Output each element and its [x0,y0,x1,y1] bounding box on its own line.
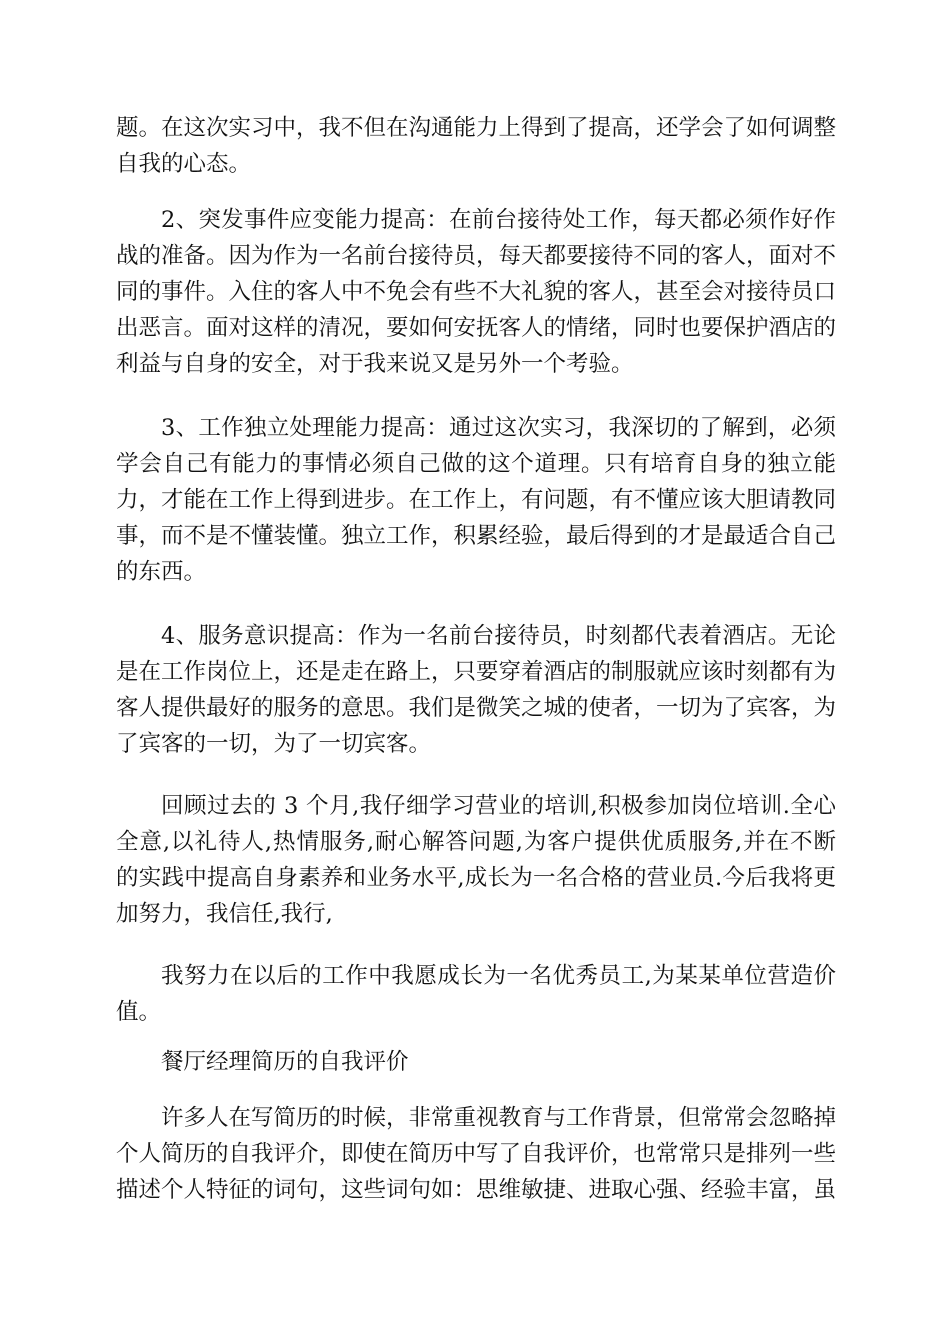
text-line: 是在工作岗位上，还是走在路上，只要穿着酒店的制服就应该时刻都有为 [116,659,836,685]
text-line: 我努力在以后的工作中我愿成长为一名优秀员工,为某某单位营造价 [161,963,836,989]
text-line: 的实践中提高自身素养和业务水平,成长为一名合格的营业员.今后我将更 [116,865,836,891]
text-line: 个人简历的自我评介，即使在简历中写了自我评价，也常常只是排列一些 [116,1141,836,1167]
text-line: 出恶言。面对这样的清况，要如何安抚客人的情绪，同时也要保护酒店的 [116,315,836,341]
paragraph-aspiration [116,958,836,1030]
paragraph-continuation [116,110,836,182]
text-line: 客人提供最好的服务的意思。我们是微笑之城的使者，一切为了宾客，为 [116,695,836,721]
text-line: 学会自己有能力的事情必须自己做的这个道理。只有培育自身的独立能 [116,451,836,477]
text-line: 力，才能在工作上得到进步。在工作上，有问题，有不懂应该大胆请教同 [116,487,836,513]
text-line: 3、工作独立处理能力提高：通过这次实习，我深切的了解到，必须 [161,415,836,441]
text-line: 描述个人特征的词句，这些词句如：思维敏捷、进取心强、经验丰富，虽 [116,1177,836,1203]
text-line: 了宾客的一切，为了一切宾客。 [116,731,432,757]
paragraph-independent-work [116,410,836,590]
text-line: 回顾过去的 3 个月,我仔细学习营业的培训,积极参加岗位培训.全心 [161,793,836,819]
text-line: 的东西。 [116,559,207,585]
text-line: 全意,以礼待人,热情服务,耐心解答问题,为客户提供优质服务,并在不断 [116,829,836,855]
text-line: 事，而不是不懂装懂。独立工作，积累经验，最后得到的才是最适合自己 [116,523,836,549]
paragraph-review [116,788,836,932]
text-line: 题。在这次实习中，我不但在沟通能力上得到了提高，还学会了如何调整 [116,115,836,141]
text-line: 战的准备。因为作为一名前台接待员，每天都要接待不同的客人，面对不 [116,243,836,269]
paragraph-service-awareness [116,618,836,762]
text-line: 4、服务意识提高：作为一名前台接待员，时刻都代表着酒店。无论 [161,623,836,649]
text-line: 2、突发事件应变能力提高：在前台接待处工作，每天都必须作好作 [161,207,836,233]
text-line: 自我的心态。 [116,151,252,177]
text-line: 值。 [116,999,162,1025]
paragraph-resume-intro [116,1100,836,1208]
heading-text: 餐厅经理简历的自我评价 [161,1049,409,1075]
text-line: 加努力，我信任,我行, [116,901,333,927]
text-line: 许多人在写简历的时候，非常重视教育与工作背景，但常常会忽略掉 [161,1105,836,1131]
text-line: 同的事件。入住的客人中不免会有些不大礼貌的客人，甚至会对接待员口 [116,279,836,305]
paragraph-emergency-response [116,202,836,382]
section-heading [116,1044,836,1080]
text-line: 利益与自身的安全，对于我来说又是另外一个考验。 [116,351,634,377]
